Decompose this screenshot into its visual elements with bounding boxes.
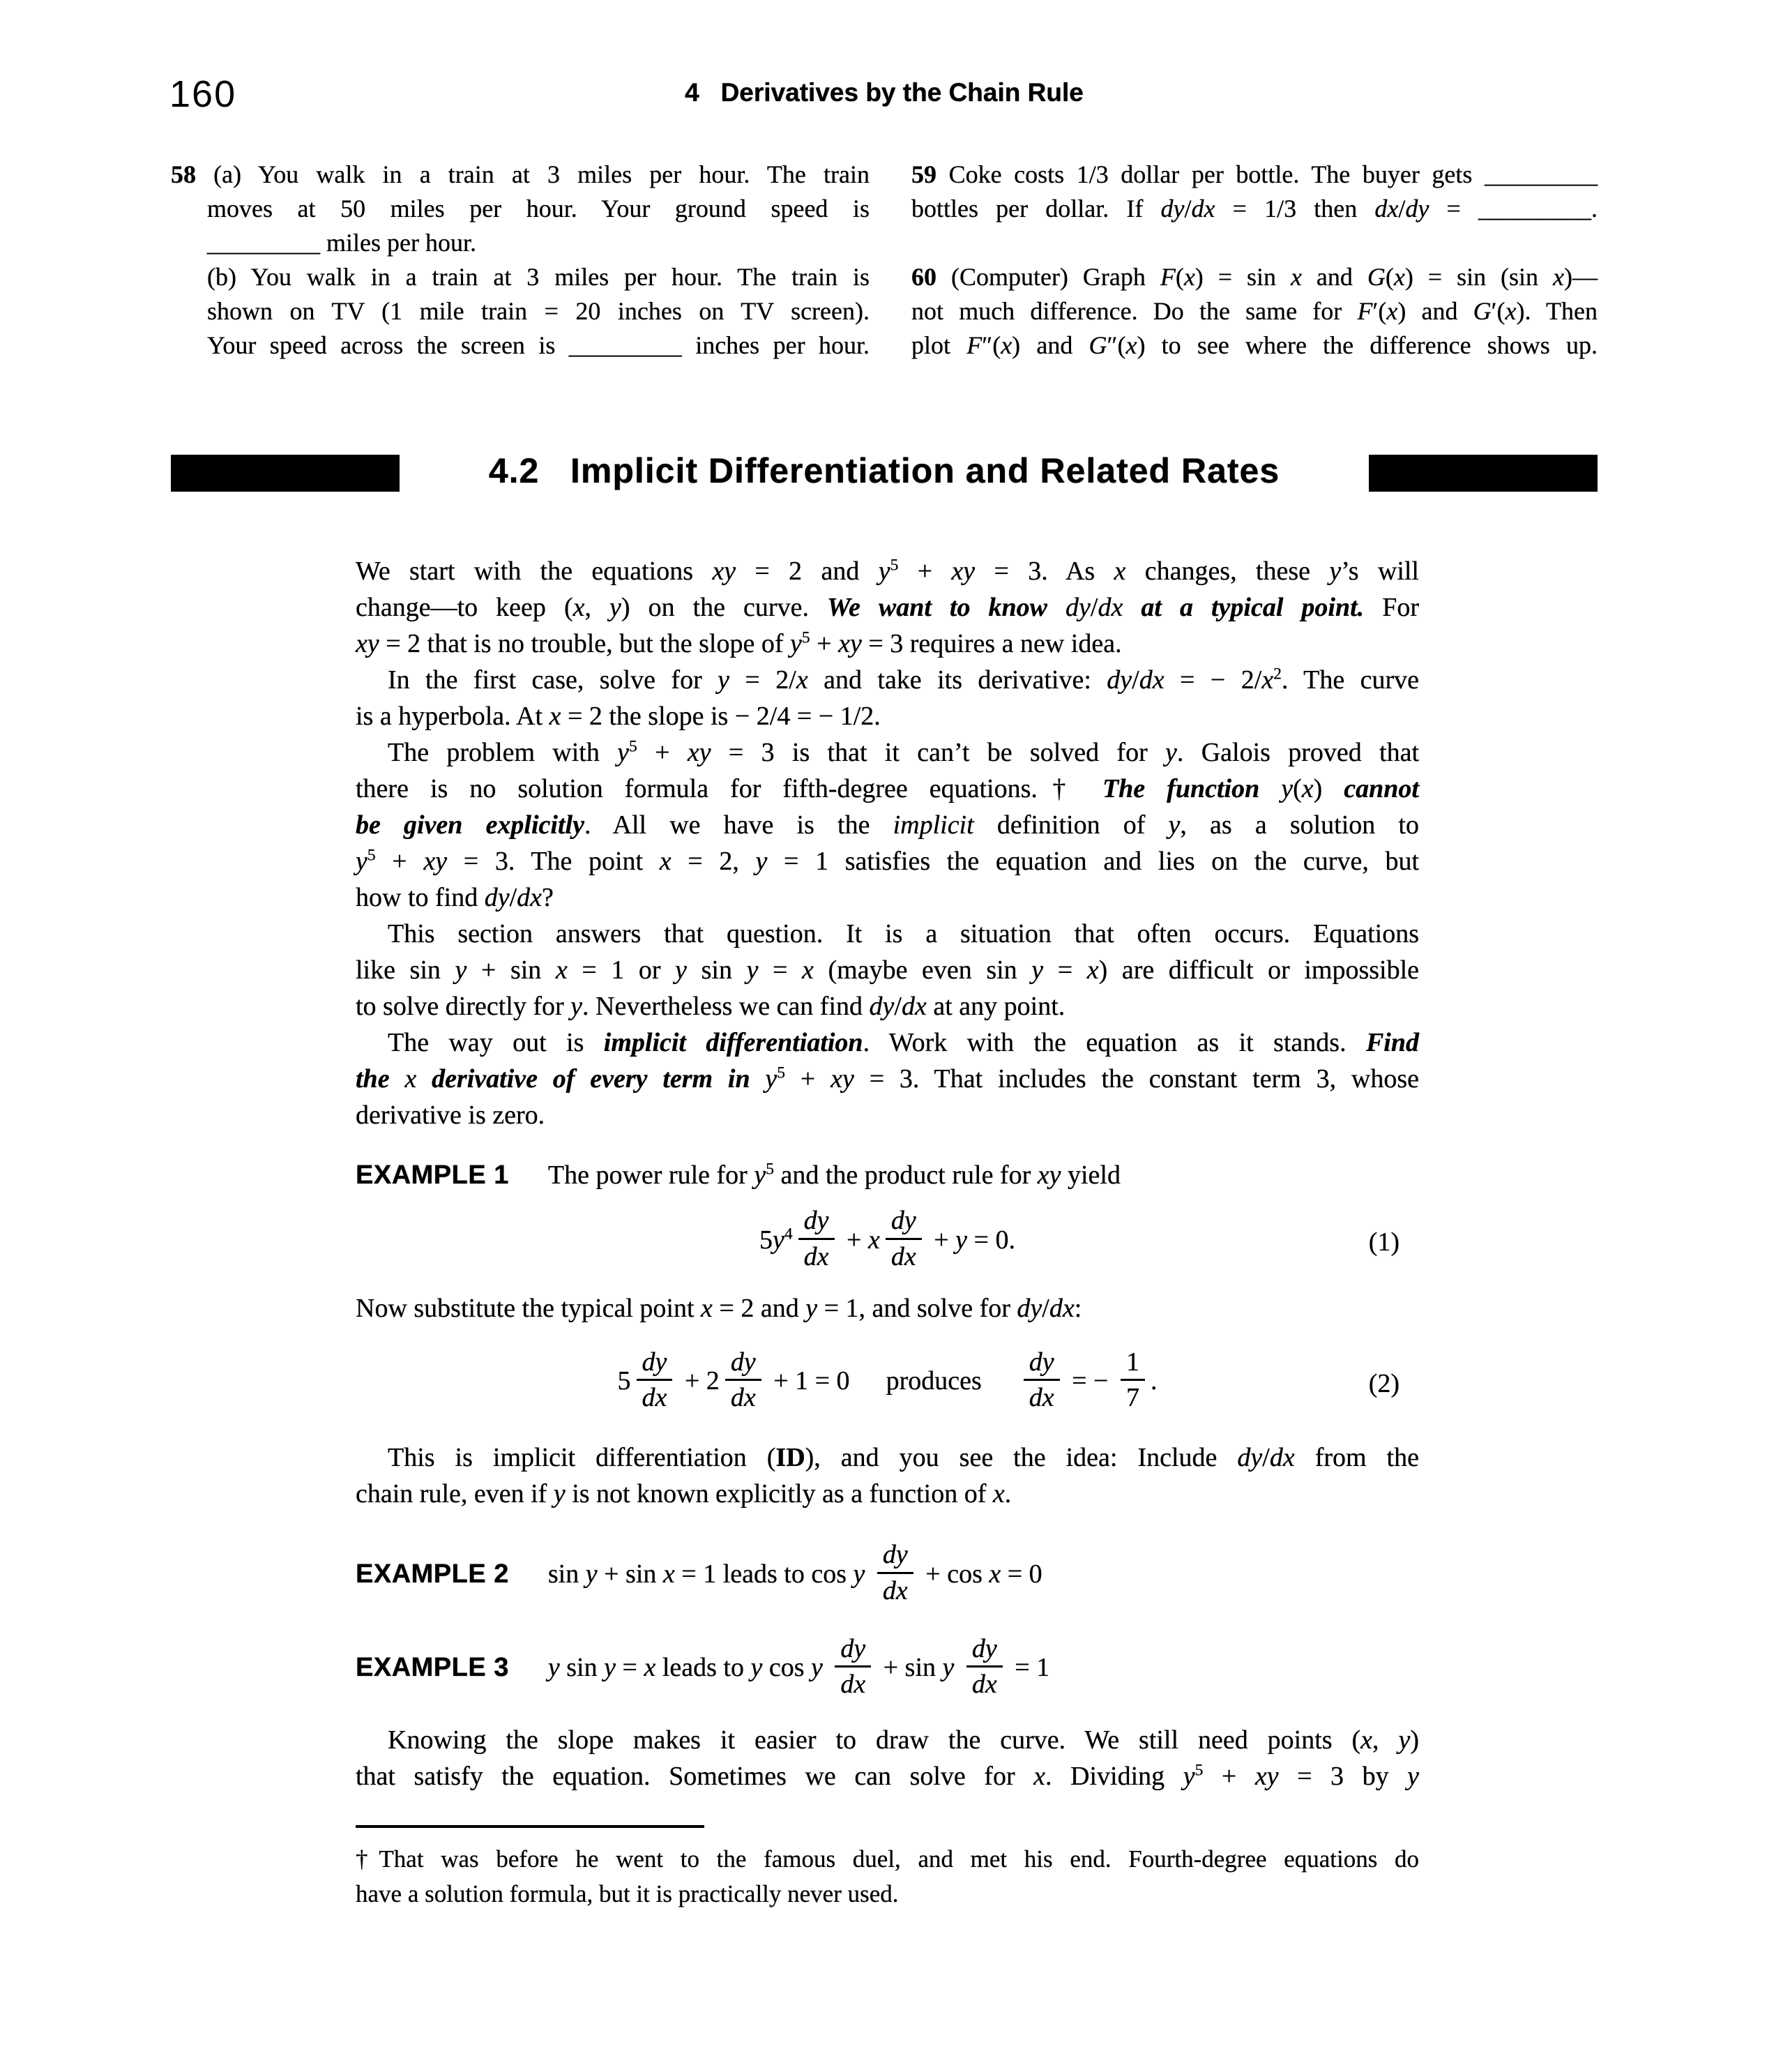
problem-60-line: plot F″(x) and G″(x) to see where the difference shows up.: [911, 331, 1598, 359]
paragraph-line: like sin y + sin x = 1 or y sin y = x (maybe even sin y = x) are difficult or impossible: [356, 955, 1419, 985]
equation-2-content: 5 $\frac{dy}{dx}$ + 2 $\frac{dy}{dx}$ + 1 = 0 produces $\frac{dy}{dx}$ = − $\frac{1}{7}$ .: [617, 1347, 1158, 1413]
problem-58a-line: 58 (a) You walk in a train at 3 miles per hour. The train: [171, 160, 870, 188]
problem-60-line: not much difference. Do the same for F′(x) and G′(x). Then: [911, 297, 1598, 325]
problem-59-line: bottles per dollar. If dy/dx = 1/3 then dx/dy = _________.: [911, 195, 1598, 222]
section-heading: [171, 451, 1598, 492]
footnote-rule: [356, 1825, 704, 1828]
paragraph-line: derivative is zero.: [356, 1101, 545, 1130]
section-title: 4.2 Implicit Differentiation and Related Rates: [488, 451, 1280, 490]
example-3: [356, 1633, 1419, 1703]
exercises-section: [171, 158, 1598, 363]
example-1: [356, 1157, 1419, 1193]
problem-58b-line: (b) You walk in a train at 3 miles per hour. The train is: [207, 263, 870, 291]
example-1-label: EXAMPLE 1: [356, 1160, 509, 1190]
paragraph-line: the x derivative of every term in $y^5$ + xy = 3. That includes the constant term 3, whose: [356, 1064, 1419, 1094]
paragraph-line: $y^5$ + xy = 3. The point x = 2, y = 1 satisfies the equation and lies on the curve, but: [356, 846, 1420, 876]
paragraph-line: In the first case, solve for y = 2/x and take its derivative: dy/dx = − $2/x^2$. The curve: [388, 665, 1419, 695]
heading-bar-left: [171, 455, 400, 492]
problem-58b-line: Your speed across the screen is _________ inches per hour.: [207, 331, 870, 359]
equation-2: [356, 1346, 1419, 1422]
exercises-right-column: [911, 158, 1598, 363]
paragraph-line: We start with the equations xy = 2 and $y^5$ + xy = 3. As x changes, these y’s will: [356, 556, 1419, 586]
problem-58a-line: moves at 50 miles per hour. Your ground speed is: [207, 195, 870, 222]
equation-1-number: (1): [1368, 1227, 1400, 1257]
footnote: [356, 1842, 1419, 1912]
running-head: 4 Derivatives by the Chain Rule: [685, 78, 1084, 107]
example-2: [356, 1540, 1419, 1609]
problem-59-line: 59 Coke costs 1/3 dollar per bottle. The buyer gets _________: [911, 160, 1598, 188]
paragraph-line: The way out is implicit differentiation. Work with the equation as it stands. Find: [388, 1028, 1419, 1057]
footnote-line: have a solution formula, but it is practically never used.: [356, 1880, 899, 1907]
paragraph-line: xy = 2 that is no trouble, but the slope of $y^5$ + xy = 3 requires a new idea.: [356, 628, 1122, 658]
paragraph-line: how to find dy/dx?: [356, 883, 554, 912]
example-3-text: y sin y = x leads to y cos y $\frac{dy}{dx}$ + sin y $\frac{dy}{dx}$ = 1: [547, 1633, 1050, 1700]
footnote-line: †That was before he went to the famous duel, and met his end. Fourth-degree equations do: [356, 1845, 1419, 1873]
paragraph-line: change—to keep (x, y) on the curve. We want to know dy/dx at a typical point. For: [356, 593, 1419, 622]
equation-1: [356, 1204, 1419, 1280]
example-2-label: EXAMPLE 2: [356, 1559, 509, 1589]
equation-2-number: (2): [1368, 1368, 1400, 1398]
paragraph-line: The problem with $y^5$ + xy = 3 is that it can’t be solved for y. Galois proved that: [388, 737, 1419, 767]
paragraph-line: Knowing the slope makes it easier to draw the curve. We still need points (x, y): [388, 1725, 1420, 1755]
paragraph-line: is a hyperbola. At x = 2 the slope is − 2/4 = − 1/2.: [356, 702, 881, 731]
exercises-left-column: [171, 158, 870, 363]
paragraph-line: This section answers that question. It is a situation that often occurs. Equations: [388, 919, 1419, 948]
example-2-text: sin y + sin x = 1 leads to cos y $\frac{dy}{dx}$ + cos x = 0: [547, 1540, 1042, 1605]
paragraph-line: there is no solution formula for fifth-degree equations.† The function y(x) cannot: [356, 774, 1419, 803]
paragraph-line: be given explicitly. All we have is the implicit definition of y, as a solution to: [356, 810, 1419, 840]
paragraph-line: to solve directly for y. Nevertheless we can find dy/dx at any point.: [356, 992, 1065, 1021]
body-text: [356, 553, 1419, 1912]
problem-58b-line: shown on TV (1 mile train = 20 inches on TV screen).: [207, 297, 870, 325]
paragraph-line: This is implicit differentiation (ID), and you see the idea: Include dy/dx from the: [388, 1443, 1419, 1472]
example-1-text: The power rule for $y^5$ and the product rule for xy yield: [547, 1160, 1121, 1190]
equation-1-content: $5y^4$ $\frac{dy}{dx}$ + x $\frac{dy}{dx}$ + y = 0.: [759, 1206, 1015, 1271]
example-3-label: EXAMPLE 3: [356, 1653, 509, 1683]
paragraph-line: chain rule, even if y is not known explicitly as a function of x.: [356, 1479, 1012, 1508]
heading-bar-right: [1369, 455, 1598, 492]
problem-60-line: 60 (Computer) Graph F(x) = sin x and G(x) = sin (sin x)—: [911, 263, 1598, 291]
problem-58a-line: _________ miles per hour.: [207, 229, 476, 257]
paragraph-line: that satisfy the equation. Sometimes we can solve for x. Dividing $y^5$ + xy = 3 by y: [356, 1761, 1419, 1791]
paragraph-line: Now substitute the typical point x = 2 and y = 1, and solve for dy/dx:: [356, 1293, 1082, 1323]
page-number: 160: [169, 73, 237, 115]
